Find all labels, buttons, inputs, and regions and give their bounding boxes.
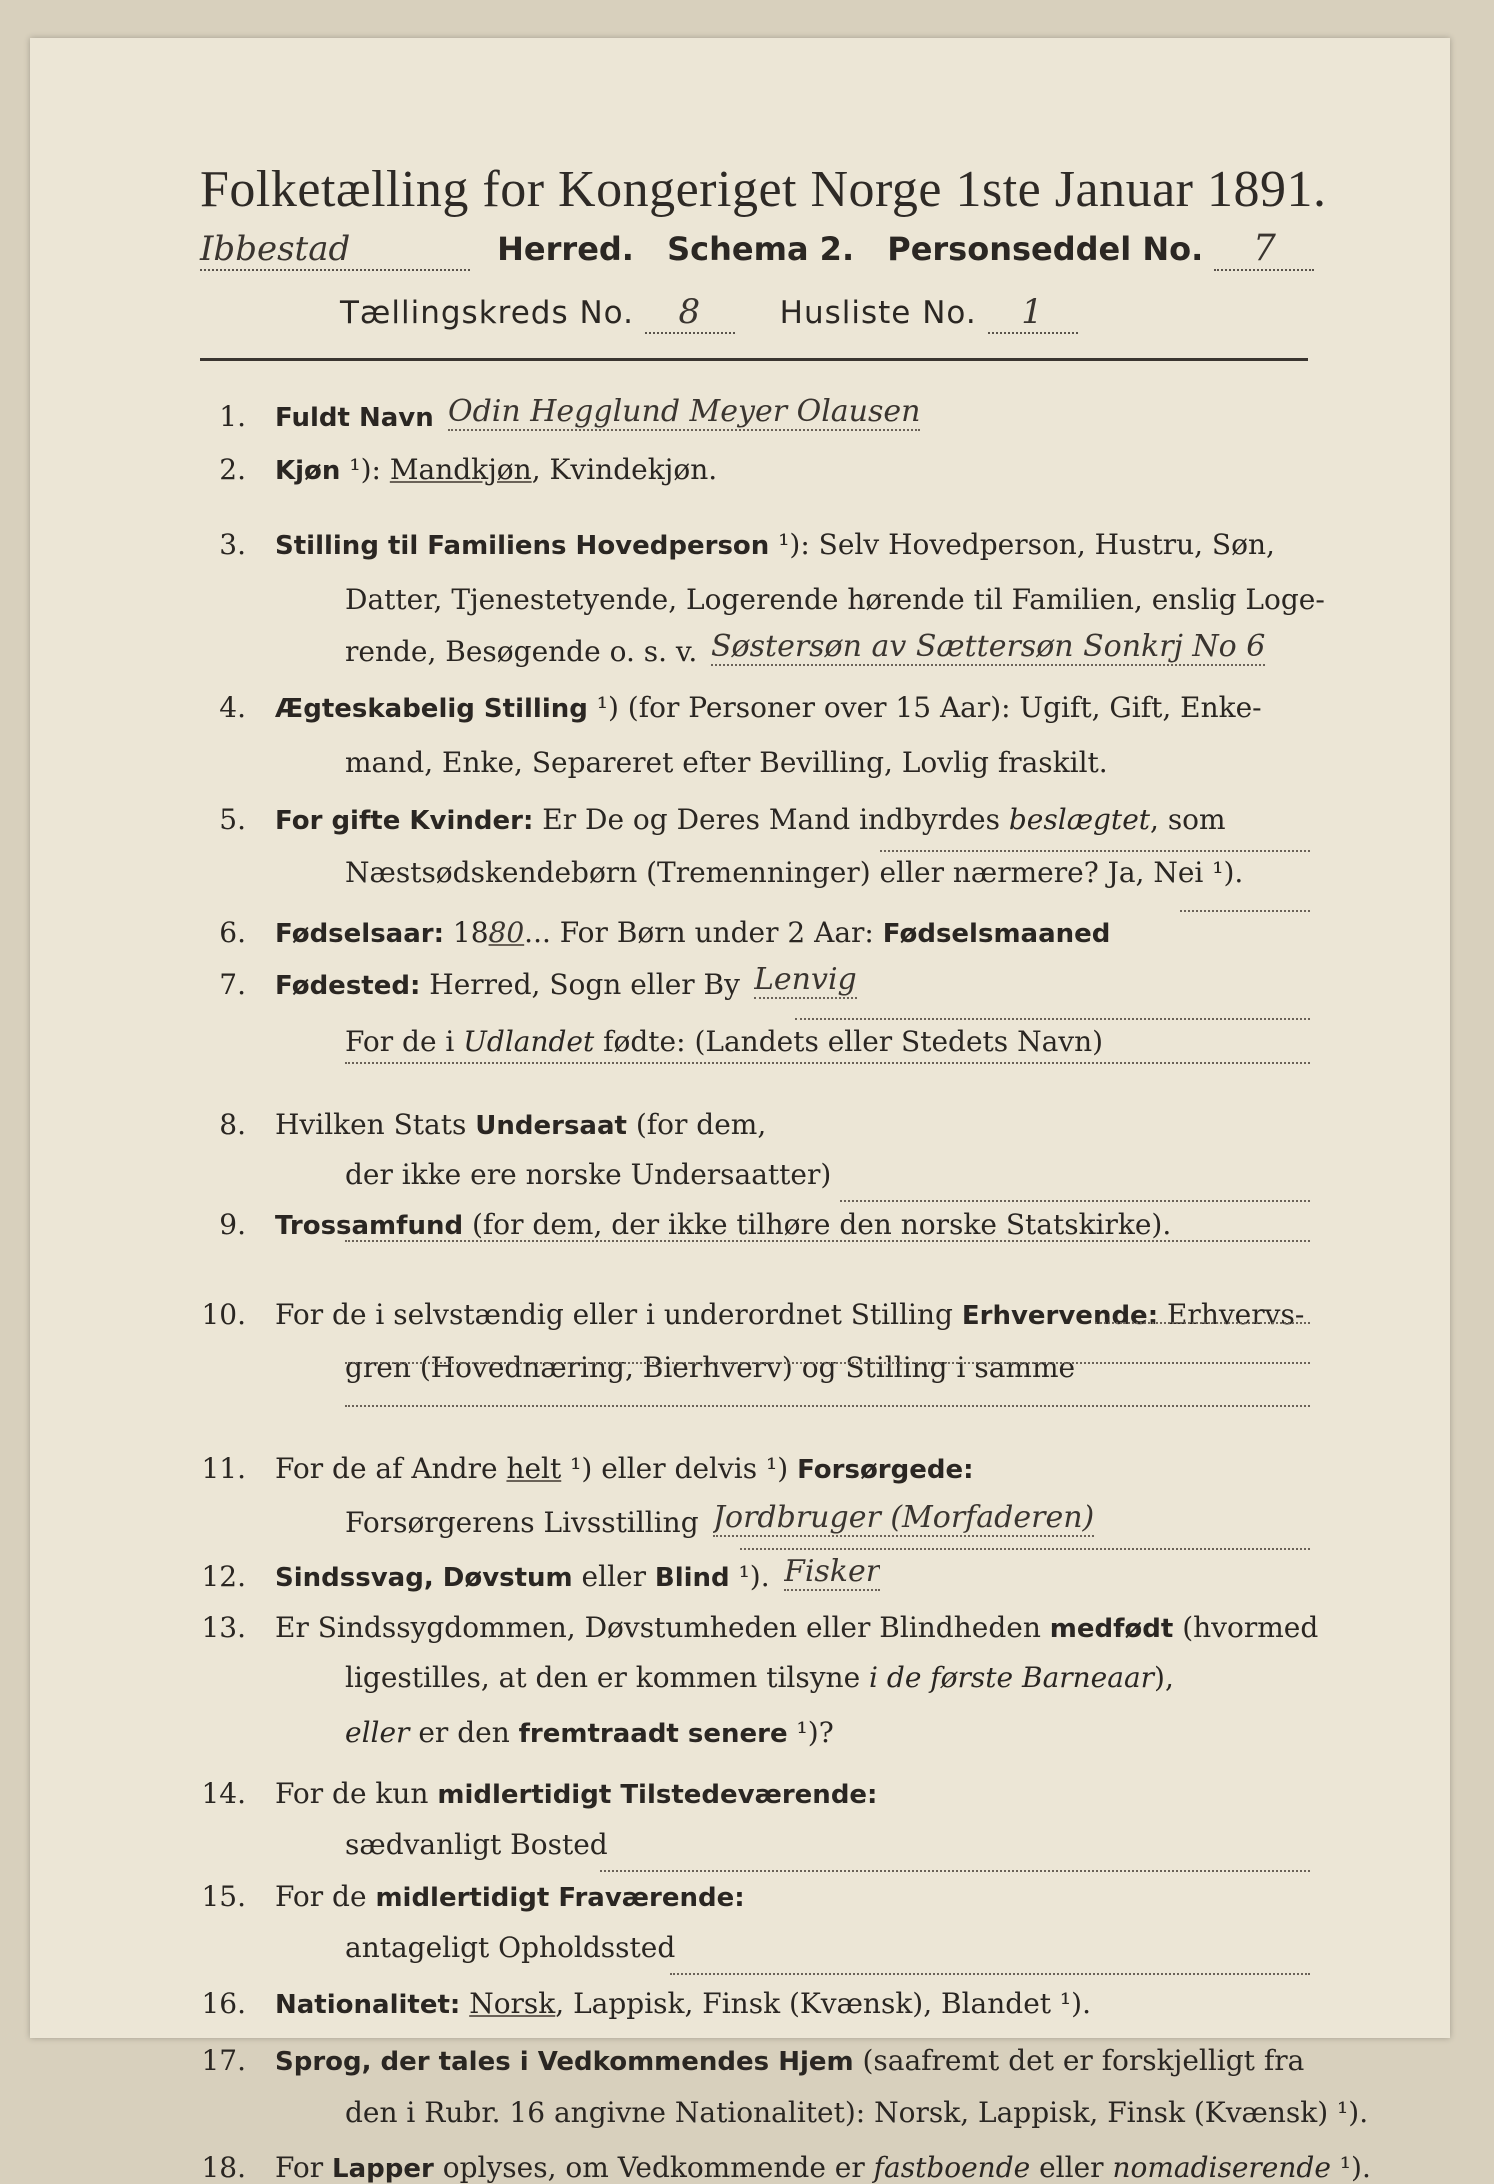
form-item-text bbox=[275, 2044, 1304, 2077]
bold-label: Fuldt Navn bbox=[275, 403, 434, 433]
form-item-text bbox=[275, 968, 740, 1001]
italic-text: i de første Barneaar bbox=[869, 1661, 1155, 1694]
form-text: Næstsødskendebørn (Tremenninger) eller nærmere? Ja, Nei ¹). bbox=[345, 856, 1244, 889]
form-item-text bbox=[275, 1880, 745, 1913]
form-item-text bbox=[275, 1777, 877, 1810]
item-number: 14. bbox=[201, 1777, 246, 1810]
form-item-text bbox=[345, 1025, 1103, 1058]
form-text: ¹): Selv Hovedperson, Hustru, Søn, bbox=[769, 528, 1275, 561]
herred-label: Herred. bbox=[497, 230, 634, 268]
form-text: Forsørgerens Livsstilling bbox=[345, 1506, 699, 1539]
form-text: (hvormed bbox=[1173, 1611, 1319, 1644]
bold-label: Kjøn bbox=[275, 456, 341, 486]
form-text: (for dem, der ikke tilhøre den norske Statskirke). bbox=[463, 1208, 1172, 1241]
bold-label: Sprog, der tales i Vedkommendes Hjem bbox=[275, 2047, 854, 2077]
item-number: 10. bbox=[201, 1298, 246, 1331]
form-text: Er De og Deres Mand indbyrdes bbox=[533, 803, 1009, 836]
dotted-answer-line bbox=[345, 1240, 1310, 1242]
form-text: ), bbox=[1154, 1661, 1174, 1694]
italic-text: nomadiserende bbox=[1112, 2151, 1331, 2184]
form-item-text bbox=[275, 691, 1262, 724]
form-item-text bbox=[275, 1298, 1304, 1331]
dotted-answer-line bbox=[345, 1362, 1310, 1364]
form-text: sædvanligt Bosted bbox=[345, 1828, 608, 1861]
form-title: Folketælling for Kongeriget Norge 1ste Januar 1891. bbox=[200, 161, 1327, 218]
header-divider bbox=[200, 358, 1308, 361]
form-text: ¹). bbox=[1330, 2151, 1371, 2184]
form-text: Er Sindssygdommen, Døvstumheden eller Blindheden bbox=[275, 1611, 1050, 1644]
form-item-text bbox=[345, 746, 1108, 779]
item-number: 1. bbox=[219, 400, 246, 433]
form-text: ¹): bbox=[340, 453, 390, 486]
dotted-answer-line bbox=[840, 1200, 1310, 1202]
form-text: fødte: (Landets eller Stedets Navn) bbox=[594, 1025, 1104, 1058]
item-number: 18. bbox=[201, 2151, 246, 2184]
form-text: For bbox=[275, 2151, 333, 2184]
bold-label: Trossamfund bbox=[275, 1211, 464, 1241]
handwritten-answer: Odin Hegglund Meyer Olausen bbox=[448, 394, 921, 429]
dotted-answer-line bbox=[740, 1548, 1310, 1550]
form-item-text bbox=[345, 1661, 1174, 1694]
form-text: Herred, Sogn eller By bbox=[420, 968, 740, 1001]
form-text: For de bbox=[275, 1880, 376, 1913]
handwritten-entry: 80 bbox=[488, 916, 525, 949]
bold-label: midlertidigt Tilstedeværende: bbox=[437, 1780, 878, 1810]
handwritten-answer: Jordbruger (Morfaderen) bbox=[713, 1500, 1095, 1535]
item-number: 3. bbox=[219, 528, 246, 561]
dotted-answer-line bbox=[1180, 910, 1310, 912]
form-text: ¹). bbox=[729, 1560, 770, 1593]
bold-label: Nationalitet: bbox=[275, 1990, 461, 2020]
italic-text: beslægtet bbox=[1008, 803, 1151, 836]
form-text: eller bbox=[1030, 2151, 1113, 2184]
dotted-answer-line bbox=[670, 1973, 1310, 1975]
form-text bbox=[460, 1987, 469, 2020]
header-line-2 bbox=[340, 292, 1078, 334]
bold-label: Fødselsmaaned bbox=[882, 919, 1111, 949]
form-text: For de i selvstændig eller i underordnet Stilling bbox=[275, 1298, 962, 1331]
handwritten-answer: Fisker bbox=[784, 1554, 881, 1589]
item-number: 17. bbox=[201, 2044, 246, 2077]
form-item-text bbox=[275, 528, 1275, 561]
form-item-text bbox=[345, 1351, 1075, 1384]
form-item-text bbox=[345, 1828, 608, 1861]
dotted-answer-line bbox=[880, 850, 1310, 852]
form-item-text bbox=[345, 856, 1243, 889]
item-number: 15. bbox=[201, 1880, 246, 1913]
underlined-choice: Mandkjøn bbox=[389, 453, 532, 486]
form-item-text bbox=[275, 1208, 1171, 1241]
form-text: , som bbox=[1150, 803, 1226, 836]
form-text: der ikke ere norske Undersaatter) bbox=[345, 1158, 832, 1191]
form-text: Datter, Tjenestetyende, Logerende hørende til Familien, enslig Loge- bbox=[345, 583, 1325, 616]
bold-label: Ægteskabelig Stilling bbox=[275, 694, 588, 724]
tellingskreds-label: Tællingskreds No. bbox=[340, 295, 634, 331]
form-item-text bbox=[275, 803, 1226, 836]
form-item-text bbox=[345, 1158, 831, 1191]
schema-label: Schema 2. bbox=[667, 230, 855, 268]
personseddel-label: Personseddel No. bbox=[887, 230, 1204, 268]
bold-label: Undersaat bbox=[475, 1111, 627, 1141]
form-item-text bbox=[345, 635, 697, 668]
form-text: er den bbox=[409, 1716, 519, 1749]
form-text: ligestilles, at den er kommen tilsyne bbox=[345, 1661, 870, 1694]
form-text: mand, Enke, Separeret efter Bevilling, Lovlig fraskilt. bbox=[345, 746, 1108, 779]
form-item-text bbox=[345, 583, 1325, 616]
italic-text: Udlandet bbox=[463, 1025, 595, 1058]
item-number: 8. bbox=[219, 1108, 246, 1141]
bold-label: Sindssvag, Døvstum bbox=[275, 1563, 573, 1593]
bold-label: For gifte Kvinder: bbox=[275, 806, 534, 836]
underlined-choice: Norsk bbox=[469, 1987, 556, 2020]
form-text: ¹)? bbox=[787, 1716, 834, 1749]
form-text: Erhvervs- bbox=[1158, 1298, 1305, 1331]
form-text: , Lappisk, Finsk (Kvænsk), Blandet ¹). bbox=[555, 1987, 1091, 2020]
personseddel-no: 7 bbox=[1214, 228, 1314, 271]
form-text: oplyses, om Vedkommende er bbox=[433, 2151, 874, 2184]
herred-name: Ibbestad bbox=[200, 229, 470, 271]
bold-label: Lapper bbox=[332, 2154, 434, 2184]
husliste-no: 1 bbox=[988, 292, 1078, 334]
form-text: (for dem, bbox=[626, 1108, 767, 1141]
header-line-1 bbox=[200, 228, 1314, 271]
form-text: For de af Andre bbox=[275, 1452, 507, 1485]
form-item-text bbox=[275, 400, 434, 433]
item-number: 7. bbox=[219, 968, 246, 1001]
form-text: (saafremt det er forskjelligt fra bbox=[853, 2044, 1305, 2077]
form-text: , Kvindekjøn. bbox=[531, 453, 718, 486]
item-number: 16. bbox=[201, 1987, 246, 2020]
item-number: 6. bbox=[219, 916, 246, 949]
dotted-answer-line bbox=[1095, 1322, 1310, 1324]
form-text: den i Rubr. 16 angivne Nationalitet): Norsk, Lappisk, Finsk (Kvænsk) ¹). bbox=[345, 2096, 1369, 2129]
form-text: rende, Besøgende o. s. v. bbox=[345, 635, 698, 668]
handwritten-answer: Lenvig bbox=[754, 962, 857, 997]
item-number: 5. bbox=[219, 803, 246, 836]
tellingskreds-no: 8 bbox=[645, 292, 735, 334]
bold-label: Forsørgede: bbox=[797, 1455, 974, 1485]
form-text: For de i bbox=[345, 1025, 464, 1058]
form-text: antageligt Opholdssted bbox=[345, 1931, 676, 1964]
form-text: 18 bbox=[444, 916, 489, 949]
form-item-text bbox=[275, 1560, 770, 1593]
bold-label: Blind bbox=[654, 1563, 730, 1593]
form-text: ¹) eller delvis ¹) bbox=[561, 1452, 798, 1485]
underlined-choice: helt bbox=[506, 1452, 562, 1485]
dotted-answer-line bbox=[345, 1062, 1310, 1064]
form-item-text bbox=[345, 1506, 699, 1539]
form-text: eller bbox=[572, 1560, 655, 1593]
dotted-answer-line bbox=[345, 1405, 1310, 1407]
bold-label: midlertidigt Fraværende: bbox=[375, 1883, 745, 1913]
italic-text: eller bbox=[345, 1716, 410, 1749]
bold-label: medfødt bbox=[1049, 1614, 1174, 1644]
form-text: For de kun bbox=[275, 1777, 438, 1810]
item-number: 11. bbox=[201, 1452, 246, 1485]
form-item-text bbox=[275, 453, 717, 486]
form-text: ¹) (for Personer over 15 Aar): Ugift, Gift, Enke- bbox=[587, 691, 1262, 724]
dotted-answer-line bbox=[600, 1870, 1310, 1872]
handwritten-answer: Søstersøn av Sættersøn Sonkrj No 6 bbox=[711, 629, 1266, 664]
bold-label: fremtraadt senere bbox=[518, 1719, 788, 1749]
form-item-text bbox=[345, 1931, 675, 1964]
form-item-text bbox=[275, 1452, 974, 1485]
bold-label: Stilling til Familiens Hovedperson bbox=[275, 531, 770, 561]
form-item-text bbox=[345, 1716, 834, 1749]
form-item-text bbox=[275, 1108, 766, 1141]
item-number: 12. bbox=[201, 1560, 246, 1593]
item-number: 13. bbox=[201, 1611, 246, 1644]
form-item-text bbox=[275, 2151, 1371, 2184]
item-number: 2. bbox=[219, 453, 246, 486]
form-text: ... For Børn under 2 Aar: bbox=[524, 916, 883, 949]
husliste-label: Husliste No. bbox=[779, 295, 977, 331]
form-text: gren (Hovednæring, Bierhverv) og Stilling i samme bbox=[345, 1351, 1076, 1384]
form-item-text bbox=[275, 916, 1110, 949]
bold-label: Fødselsaar: bbox=[275, 919, 444, 949]
item-number: 4. bbox=[219, 691, 246, 724]
italic-text: fastboende bbox=[873, 2151, 1031, 2184]
bold-label: Erhvervende: bbox=[961, 1301, 1159, 1331]
item-number: 9. bbox=[219, 1208, 246, 1241]
bold-label: Fødested: bbox=[275, 971, 421, 1001]
form-item-text bbox=[275, 1611, 1318, 1644]
form-item-text bbox=[275, 1987, 1091, 2020]
form-item-text bbox=[345, 2096, 1368, 2129]
dotted-answer-line bbox=[795, 1018, 1310, 1020]
form-text: Hvilken Stats bbox=[275, 1108, 476, 1141]
